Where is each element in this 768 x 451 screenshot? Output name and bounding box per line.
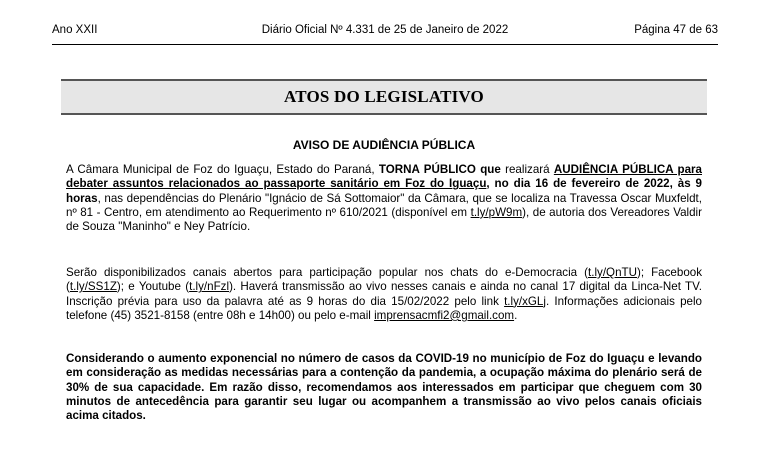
header-page-number: Página 47 de 63 — [634, 24, 718, 36]
header-year: Ano XXII — [52, 24, 98, 36]
text-run: , nas dependências do Plenário "Ignácio de Sá Sottomaior" da Câmara, que se localiza na Travessa Oscar Muxfeldt, nº 81 - Centro, em atendimento ao Requerimento nº 610/2021 (disponível em — [66, 191, 702, 219]
paragraph-channels — [66, 266, 702, 323]
text-run: ); e Youtube ( — [116, 280, 190, 294]
paragraph-covid-notice: Considerando o aumento exponencial no número de casos da COVID-19 no município de Foz do Iguaçu e levando em consideração as medidas necessárias para a contenção da pandemia, a ocupação máxima do plenário será de 30% de sua capacidade. Em razão disso, recomendamos aos interessados em participar que cheguem com 30 minutos de antecedência para garantir seu lugar ou acompanhem a transmissão ao vivo pelos canais oficiais acima citados. — [66, 352, 702, 423]
link-email[interactable]: imprensacmfi2@gmail.com — [374, 308, 515, 322]
header-gazette-title: Diário Oficial Nº 4.331 de 25 de Janeiro de 2022 — [261, 24, 509, 36]
text-run-bold: TORNA PÚBLICO que — [378, 163, 501, 176]
section-banner — [61, 79, 707, 115]
text-run: realizará — [500, 163, 554, 176]
paragraph-announcement — [66, 163, 702, 234]
link-registration[interactable]: t.ly/xGLj — [504, 294, 546, 308]
text-run: Serão disponibilizados canais abertos para participação popular nos chats do e-Democracia ( — [66, 266, 589, 279]
text-run: A Câmara Municipal de Foz do Iguaçu, Estado do Paraná, — [66, 163, 379, 176]
link-facebook[interactable]: t.ly/SS1Z — [69, 280, 117, 294]
text-run: . Informações adicionais pelo telefone (45) 3521-8158 (entre 08h e 14h00) ou pelo e-mail — [66, 294, 702, 322]
link-edemocracia[interactable]: t.ly/QnTU — [588, 266, 637, 279]
text-run-bold: , no dia 16 de fevereiro de 2022, às 9 horas — [66, 177, 703, 205]
link-requerimento[interactable]: t.ly/pW9m — [470, 205, 523, 219]
text-run-bold-underlined: AUDIÊNCIA PÚBLICA para debater assuntos relacionados ao passaporte sanitário em Foz do Iguaçu — [66, 163, 702, 191]
text-run: ); Facebook ( — [66, 266, 703, 294]
text-run: ), de autoria dos Vereadores Valdir de Souza "Maninho" e Ney Patrício. — [66, 205, 702, 234]
text-run: . — [514, 308, 518, 322]
text-run: ). Haverá transmissão ao vivo nesses canais e ainda no canal 17 digital da Linca-Net TV. Inscrição prévia para uso da palavra até as 9 horas do dia 15/02/2022 pelo link — [66, 280, 702, 308]
page-header — [52, 18, 718, 45]
notice-title: AVISO DE AUDIÊNCIA PÚBLICA — [292, 138, 476, 152]
link-youtube[interactable]: t.ly/nFzl — [189, 280, 230, 294]
section-title: ATOS DO LEGISLATIVO — [284, 87, 484, 106]
